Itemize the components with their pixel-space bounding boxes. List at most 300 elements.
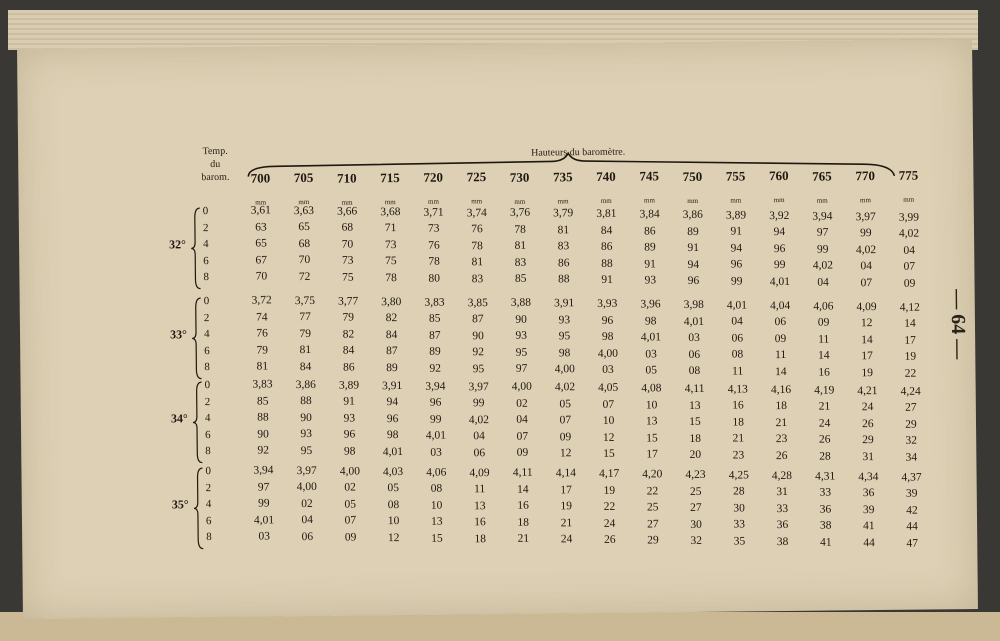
table-cell: 88 bbox=[601, 257, 613, 270]
column-header: 720 bbox=[423, 169, 444, 185]
table-cell: 09 bbox=[344, 531, 357, 544]
table-cell: 32 bbox=[690, 534, 703, 547]
table-cell: 90 bbox=[257, 427, 269, 441]
table-cell: 82 bbox=[385, 312, 398, 325]
table-cell: 28 bbox=[733, 485, 745, 498]
table-cell: 05 bbox=[559, 398, 571, 411]
sub-temperature-label: 0 bbox=[203, 295, 210, 308]
table-cell: 27 bbox=[647, 517, 659, 531]
table-cell: 33 bbox=[819, 486, 832, 499]
table-cell: 79 bbox=[256, 343, 269, 357]
table-cell: 97 bbox=[816, 226, 829, 239]
table-cell: 4,14 bbox=[555, 467, 577, 480]
table-cell: 16 bbox=[732, 399, 744, 412]
table-cell: 4,09 bbox=[469, 466, 490, 479]
column-header: 775 bbox=[898, 167, 919, 183]
table-cell: 83 bbox=[514, 256, 527, 269]
table-cell: 81 bbox=[256, 360, 269, 373]
table-cell: 4,03 bbox=[382, 465, 404, 478]
table-cell: 76 bbox=[256, 327, 268, 340]
table-cell: 21 bbox=[775, 416, 788, 429]
table-cell: 24 bbox=[861, 401, 874, 414]
table-cell: 68 bbox=[298, 237, 311, 250]
table-cell: 4,00 bbox=[597, 347, 618, 360]
group-brace bbox=[192, 297, 203, 380]
table-cell: 3,94 bbox=[812, 210, 833, 223]
table-cell: 81 bbox=[299, 344, 312, 357]
sub-temperature-label: 4 bbox=[205, 498, 212, 511]
table-cell: 39 bbox=[862, 503, 875, 516]
table-cell: 09 bbox=[817, 316, 830, 329]
table-cell: 4,02 bbox=[554, 381, 576, 394]
table-cell: 75 bbox=[385, 255, 397, 268]
sub-temperature-label: 6 bbox=[204, 344, 210, 357]
table-cell: 12 bbox=[860, 317, 873, 330]
table-cell: 73 bbox=[384, 238, 397, 251]
table-cell: 4,11 bbox=[684, 382, 705, 396]
table-cell: 96 bbox=[730, 258, 743, 271]
table-cell: 13 bbox=[474, 499, 486, 512]
table-cell: 27 bbox=[690, 501, 702, 514]
table-cell: 04 bbox=[903, 244, 916, 257]
table-cell: 22 bbox=[603, 500, 616, 514]
table-cell: 4,24 bbox=[900, 385, 921, 398]
sub-temperature-label: 0 bbox=[202, 205, 209, 218]
table-cell: 34 bbox=[905, 451, 918, 464]
sub-temperature-label: 2 bbox=[204, 395, 211, 408]
table-cell: 20 bbox=[689, 448, 702, 461]
table-cell: 42 bbox=[906, 504, 918, 517]
table-cell: 78 bbox=[471, 239, 483, 252]
sub-temperature-label: 8 bbox=[205, 445, 211, 458]
table-cell: 09 bbox=[774, 332, 787, 345]
table-cell: 10 bbox=[602, 414, 615, 428]
sub-temperature-label: 4 bbox=[204, 412, 211, 425]
table-cell: 4,01 bbox=[726, 299, 748, 312]
table-cell: 93 bbox=[644, 274, 657, 287]
table-cell: 92 bbox=[472, 346, 485, 359]
column-header: 705 bbox=[293, 170, 314, 186]
sub-temperature-label: 6 bbox=[205, 428, 211, 441]
table-cell: 4,16 bbox=[770, 383, 792, 396]
table-cell: 41 bbox=[820, 536, 832, 549]
table-cell: 98 bbox=[601, 330, 614, 344]
table-cell: 07 bbox=[516, 430, 529, 443]
table-cell: 84 bbox=[600, 224, 613, 237]
sub-temperature-label: 4 bbox=[203, 238, 209, 251]
table-cell: 91 bbox=[730, 225, 742, 238]
table-cell: 3,83 bbox=[424, 296, 445, 309]
table-cell: 86 bbox=[557, 257, 570, 270]
table-cell: 82 bbox=[342, 328, 355, 341]
column-header: 700 bbox=[250, 170, 271, 186]
table-cell: 3,66 bbox=[337, 205, 358, 218]
table-cell: 91 bbox=[644, 257, 656, 271]
unit-mark: mm bbox=[643, 196, 655, 205]
table-cell: 4,00 bbox=[511, 381, 532, 394]
table-cell: 24 bbox=[560, 533, 573, 546]
table-cell: 11 bbox=[474, 483, 486, 496]
table-cell: 08 bbox=[731, 348, 744, 361]
table-cell: 21 bbox=[818, 400, 831, 413]
table-cell: 4,21 bbox=[857, 384, 878, 397]
table-cell: 4,23 bbox=[685, 468, 706, 482]
table-cell: 96 bbox=[601, 314, 614, 327]
table-cell: 3,97 bbox=[296, 464, 317, 478]
table-cell: 98 bbox=[343, 445, 356, 458]
sub-temperature-label: 8 bbox=[206, 531, 212, 544]
table-cell: 36 bbox=[776, 519, 789, 532]
table-cell: 97 bbox=[515, 363, 528, 376]
table-cell: 03 bbox=[645, 347, 657, 361]
table-cell: 99 bbox=[730, 275, 743, 288]
table-cell: 15 bbox=[646, 431, 658, 445]
table-cell: 06 bbox=[301, 530, 314, 543]
column-header: 770 bbox=[855, 167, 876, 184]
table-cell: 16 bbox=[517, 500, 529, 513]
table-cell: 13 bbox=[688, 399, 701, 412]
table-cell: 4,25 bbox=[728, 469, 749, 482]
temperature-label: 35° bbox=[171, 497, 189, 512]
table-cell: 05 bbox=[387, 482, 400, 495]
table-cell: 21 bbox=[732, 432, 745, 445]
table-cell: 31 bbox=[776, 486, 788, 499]
table-cell: 16 bbox=[474, 516, 486, 529]
table-cell: 3,79 bbox=[553, 207, 574, 220]
table-cell: 3,91 bbox=[554, 297, 575, 310]
table-cell: 4,01 bbox=[683, 315, 705, 328]
table-cell: 4,09 bbox=[856, 300, 877, 313]
table-cell: 16 bbox=[818, 366, 830, 379]
table-cell: 14 bbox=[517, 483, 529, 496]
table-cell: 09 bbox=[903, 277, 916, 290]
table-cell: 68 bbox=[341, 221, 354, 234]
table-cell: 4,02 bbox=[898, 227, 920, 240]
table-cell: 71 bbox=[384, 222, 397, 235]
table-cell: 94 bbox=[730, 242, 743, 255]
unit-mark: mm bbox=[341, 198, 353, 207]
table-cell: 63 bbox=[255, 220, 267, 234]
table-cell: 44 bbox=[906, 520, 918, 533]
table-cell: 95 bbox=[300, 444, 313, 457]
table-cell: 94 bbox=[687, 258, 700, 271]
sub-temperature-label: 2 bbox=[202, 221, 209, 234]
table-cell: 99 bbox=[429, 413, 442, 426]
table-cell: 25 bbox=[646, 501, 659, 514]
table-cell: 08 bbox=[387, 498, 400, 511]
table-cell: 33 bbox=[733, 518, 746, 531]
table-cell: 3,81 bbox=[596, 207, 617, 221]
table-cell: 04 bbox=[473, 430, 485, 443]
table-cell: 14 bbox=[861, 333, 873, 346]
table-cell: 4,06 bbox=[813, 300, 834, 313]
table-cell: 02 bbox=[344, 481, 356, 494]
table-cell: 87 bbox=[429, 329, 441, 342]
table-cell: 21 bbox=[560, 517, 573, 530]
table-cell: 4,31 bbox=[815, 470, 836, 483]
table-cell: 3,93 bbox=[597, 297, 618, 311]
table-cell: 78 bbox=[428, 255, 440, 268]
table-cell: 22 bbox=[646, 484, 659, 498]
table-cell: 41 bbox=[863, 520, 875, 533]
table-cell: 84 bbox=[385, 328, 398, 341]
table-cell: 90 bbox=[515, 313, 527, 326]
table-cell: 12 bbox=[602, 431, 615, 444]
table-cell: 18 bbox=[689, 432, 701, 445]
table-cell: 33 bbox=[776, 502, 789, 515]
table-cell: 4,00 bbox=[339, 465, 360, 478]
table-cell: 91 bbox=[687, 241, 699, 255]
table-cell: 15 bbox=[689, 415, 701, 428]
table-cell: 3,94 bbox=[425, 380, 446, 393]
table-cell: 4,13 bbox=[727, 383, 748, 396]
table-cell: 81 bbox=[557, 224, 570, 237]
table-cell: 79 bbox=[342, 311, 355, 324]
table-cell: 80 bbox=[428, 272, 441, 285]
table-cell: 3,92 bbox=[769, 209, 790, 222]
table-cell: 76 bbox=[428, 239, 440, 252]
table-cell: 15 bbox=[431, 532, 443, 545]
table-cell: 4,01 bbox=[382, 445, 403, 458]
table-cell: 4,12 bbox=[899, 301, 920, 314]
table-cell: 78 bbox=[514, 223, 526, 236]
table-cell: 07 bbox=[903, 260, 916, 273]
table-cell: 3,80 bbox=[381, 295, 402, 308]
table-cell: 3,86 bbox=[295, 378, 316, 392]
table-cell: 86 bbox=[342, 361, 355, 374]
table-cell: 72 bbox=[298, 270, 311, 283]
unit-mark: mm bbox=[859, 195, 871, 204]
column-header: 765 bbox=[812, 167, 832, 184]
table-cell: 4,19 bbox=[814, 384, 835, 397]
group-brace bbox=[193, 381, 204, 464]
table-cell: 98 bbox=[644, 314, 657, 328]
table-cell: 3,77 bbox=[337, 295, 359, 308]
table-cell: 06 bbox=[473, 446, 486, 459]
table-cell: 05 bbox=[645, 364, 658, 377]
table-cell: 73 bbox=[341, 254, 354, 267]
table-cell: 81 bbox=[514, 240, 527, 253]
table-cell: 07 bbox=[860, 276, 873, 289]
table-cell: 3,86 bbox=[682, 208, 703, 222]
unit-mark: mm bbox=[514, 197, 526, 206]
table-cell: 15 bbox=[603, 447, 615, 461]
table-cell: 08 bbox=[430, 482, 443, 495]
table-cell: 19 bbox=[560, 500, 573, 513]
sub-temperature-label: 2 bbox=[205, 481, 212, 494]
table-cell: 09 bbox=[559, 431, 572, 444]
column-header: 750 bbox=[682, 168, 703, 184]
table-cell: 93 bbox=[515, 330, 528, 343]
table-cell: 35 bbox=[733, 535, 746, 548]
table-cell: 36 bbox=[862, 487, 875, 500]
table-cell: 4,00 bbox=[296, 481, 317, 494]
table-cell: 14 bbox=[775, 365, 787, 378]
unit-mark: mm bbox=[384, 197, 396, 206]
table-cell: 96 bbox=[386, 412, 399, 425]
table-cell: 18 bbox=[775, 400, 788, 413]
table-cell: 65 bbox=[298, 221, 310, 234]
table-cell: 14 bbox=[818, 349, 830, 362]
table-cell: 79 bbox=[299, 327, 312, 340]
table-cell: 12 bbox=[387, 531, 400, 544]
table-cell: 4,02 bbox=[855, 243, 877, 256]
unit-mark: mm bbox=[903, 195, 915, 204]
group-brace bbox=[193, 467, 204, 550]
table-cell: 4,02 bbox=[812, 259, 834, 272]
table-cell: 96 bbox=[343, 428, 356, 441]
table-cell: 3,98 bbox=[683, 298, 704, 312]
table-cell: 3,96 bbox=[640, 298, 661, 311]
table-cell: 65 bbox=[255, 237, 267, 250]
table-cell: 07 bbox=[602, 398, 615, 411]
table-cell: 88 bbox=[257, 411, 269, 424]
table-cell: 78 bbox=[385, 271, 397, 284]
table-cell: 95 bbox=[472, 362, 485, 375]
table-cell: 30 bbox=[690, 518, 702, 531]
table-cell: 89 bbox=[429, 345, 441, 358]
table-cell: 31 bbox=[862, 450, 874, 463]
table-cell: 28 bbox=[819, 450, 831, 463]
table-cell: 36 bbox=[819, 503, 832, 516]
table-cell: 17 bbox=[560, 484, 572, 497]
temp-header-line: barom. bbox=[201, 171, 230, 184]
table-cell: 4,06 bbox=[426, 466, 447, 479]
table-cell: 29 bbox=[862, 434, 874, 447]
sub-temperature-label: 8 bbox=[204, 361, 210, 374]
column-header: 730 bbox=[509, 169, 530, 185]
table-cell: 4,04 bbox=[770, 299, 791, 312]
table-cell: 73 bbox=[427, 222, 440, 235]
table-cell: 88 bbox=[300, 395, 312, 408]
table-cell: 94 bbox=[386, 396, 399, 409]
table-cell: 03 bbox=[602, 363, 614, 377]
table-cell: 85 bbox=[428, 312, 441, 325]
table-cell: 3,89 bbox=[725, 209, 747, 222]
unit-mark: mm bbox=[471, 197, 483, 206]
sub-temperature-label: 8 bbox=[203, 271, 210, 284]
table-cell: 24 bbox=[603, 517, 616, 530]
table-cell: 93 bbox=[558, 314, 571, 327]
table-cell: 74 bbox=[256, 310, 268, 324]
table-cell: 96 bbox=[687, 274, 700, 288]
table-cell: 96 bbox=[429, 396, 442, 409]
table-cell: 4,02 bbox=[468, 413, 490, 426]
table-cell: 90 bbox=[300, 411, 312, 424]
table-cell: 4,01 bbox=[640, 331, 662, 344]
unit-mark: mm bbox=[687, 196, 699, 205]
table-cell: 47 bbox=[906, 537, 919, 550]
table-cell: 77 bbox=[299, 311, 311, 324]
table-cell: 3,71 bbox=[423, 206, 444, 219]
table-cell: 23 bbox=[732, 449, 745, 462]
table-title: Hauteurs du baromètre. bbox=[531, 146, 626, 159]
table-cell: 32 bbox=[905, 434, 918, 447]
unit-mark: mm bbox=[600, 196, 612, 206]
table-cell: 19 bbox=[904, 350, 917, 363]
table-cell: 06 bbox=[731, 332, 744, 345]
table-cell: 67 bbox=[255, 253, 268, 267]
table-cell: 26 bbox=[861, 417, 874, 430]
table-cell: 39 bbox=[905, 487, 918, 500]
table-cell: 3,97 bbox=[468, 380, 489, 393]
table-cell: 3,99 bbox=[898, 211, 919, 224]
table-cell: 19 bbox=[861, 366, 874, 379]
table-cell: 11 bbox=[775, 349, 787, 362]
temp-header-line: Temp. bbox=[202, 145, 228, 158]
table-cell: 04 bbox=[516, 414, 528, 427]
unit-mark: mm bbox=[557, 197, 569, 206]
table-cell: 3,68 bbox=[380, 205, 401, 218]
table-cell: 3,63 bbox=[293, 204, 315, 218]
table-cell: 4,20 bbox=[642, 468, 663, 481]
sub-temperature-label: 4 bbox=[203, 328, 210, 341]
table-cell: 87 bbox=[472, 313, 484, 326]
table-cell: 99 bbox=[773, 259, 786, 272]
table-cell: 92 bbox=[429, 362, 442, 375]
table-cell: 4,00 bbox=[554, 363, 575, 376]
table-cell: 92 bbox=[257, 444, 270, 457]
unit-mark: mm bbox=[730, 196, 742, 205]
sub-temperature-label: 6 bbox=[205, 514, 212, 527]
table-cell: 3,83 bbox=[252, 378, 273, 391]
page-number: — 64 — bbox=[946, 289, 970, 360]
column-header: 740 bbox=[596, 168, 616, 185]
table-cell: 4,17 bbox=[598, 467, 620, 481]
book-page bbox=[17, 39, 978, 619]
sub-temperature-label: 0 bbox=[205, 465, 212, 478]
table-cell: 4,11 bbox=[512, 467, 533, 480]
table-cell: 30 bbox=[733, 502, 745, 515]
table-cell: 18 bbox=[732, 416, 744, 429]
table-cell: 98 bbox=[386, 429, 399, 442]
table-cell: 05 bbox=[344, 498, 357, 511]
sub-temperature-label: 0 bbox=[204, 379, 211, 392]
table-cell: 29 bbox=[905, 418, 917, 431]
table-cell: 12 bbox=[559, 447, 572, 460]
table-cell: 04 bbox=[731, 315, 743, 328]
table-cell: 76 bbox=[471, 223, 483, 236]
table-cell: 91 bbox=[343, 395, 355, 408]
table-cell: 26 bbox=[818, 433, 831, 446]
table-cell: 84 bbox=[299, 360, 312, 373]
table-cell: 4,01 bbox=[425, 429, 447, 442]
table-cell: 96 bbox=[773, 242, 786, 255]
sub-temperature-label: 2 bbox=[203, 311, 210, 324]
temperature-label: 32° bbox=[169, 237, 186, 252]
table-cell: 21 bbox=[517, 533, 530, 546]
table-cell: 3,88 bbox=[510, 297, 532, 310]
table-cell: 99 bbox=[472, 397, 485, 410]
table-cell: 86 bbox=[600, 240, 613, 254]
table-cell: 4,01 bbox=[253, 513, 275, 527]
table-cell: 84 bbox=[342, 344, 355, 357]
unit-mark: mm bbox=[816, 196, 828, 205]
table-cell: 44 bbox=[863, 536, 875, 549]
table-cell: 18 bbox=[474, 532, 487, 545]
table-cell: 10 bbox=[645, 398, 658, 412]
table-cell: 3,76 bbox=[509, 207, 531, 220]
temperature-label: 34° bbox=[170, 411, 188, 426]
table-cell: 07 bbox=[559, 414, 572, 427]
table-cell: 4,08 bbox=[641, 382, 662, 395]
table-cell: 13 bbox=[645, 415, 658, 428]
table-cell: 02 bbox=[301, 497, 313, 510]
unit-mark: mm bbox=[773, 196, 785, 205]
table-cell: 3,72 bbox=[251, 294, 272, 307]
table-cell: 26 bbox=[603, 533, 616, 547]
table-cell: 38 bbox=[776, 535, 789, 548]
